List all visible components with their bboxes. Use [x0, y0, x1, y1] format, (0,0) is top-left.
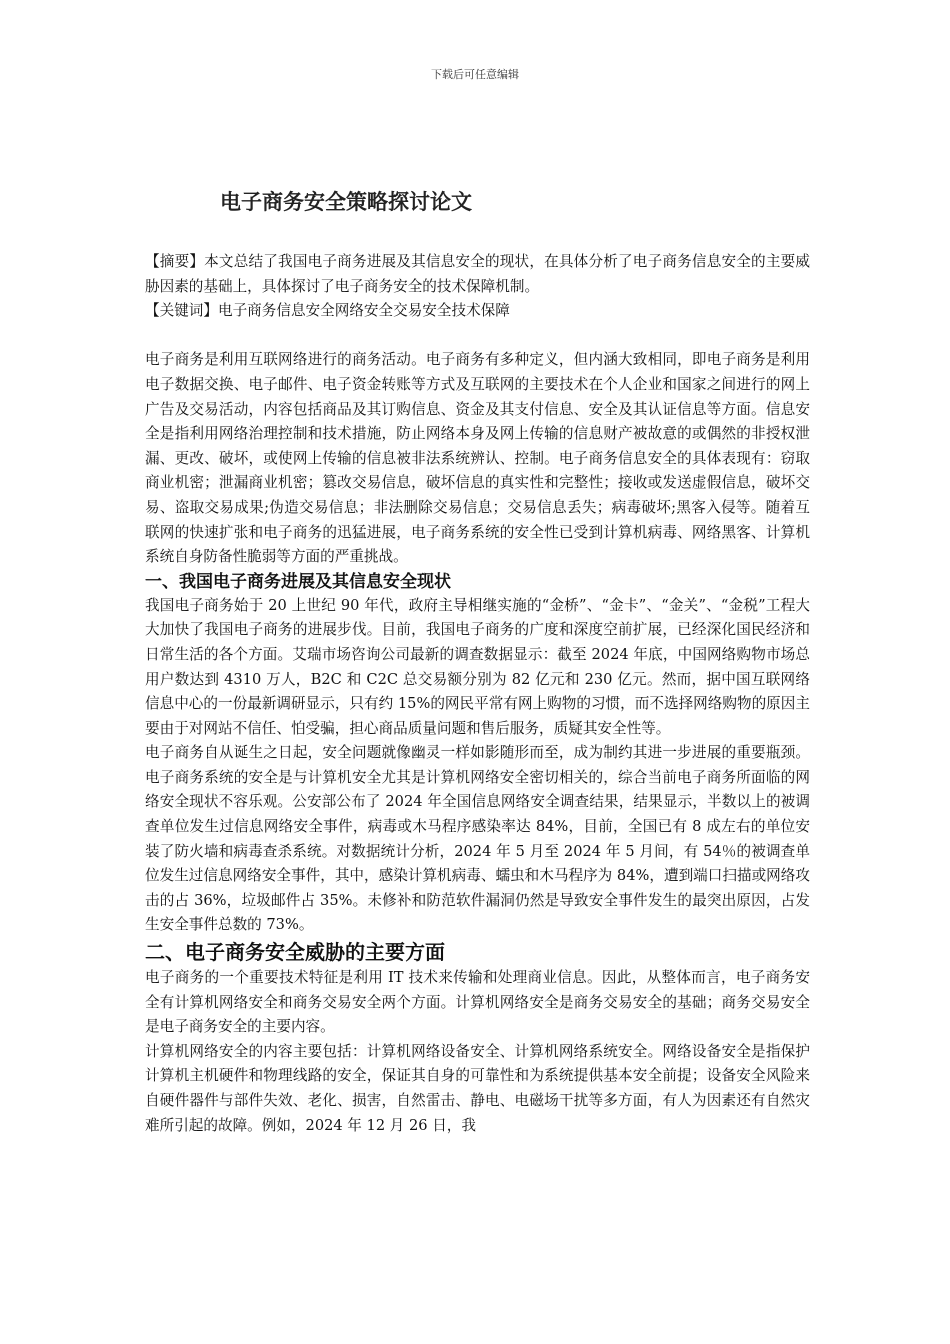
document-title: 电子商务安全策略探讨论文 [220, 190, 472, 214]
abstract-paragraph: 【摘要】本文总结了我国电子商务进展及其信息安全的现状，在具体分析了电子商务信息安全的主要威胁因素的基础上，具体探讨了电子商务安全的技术保障机制。 [145, 253, 810, 295]
intro-paragraph: 电子商务是利用互联网络进行的商务活动。电子商务有多种定义，但内涵大致相同，即电子商务是利用电子数据交换、电子邮件、电子资金转账等方式及互联网的主要技术在个人企业和国家之间进行的网上广告及交易活动，内容包括商品及其订购信息、资金及其支付信息、安全及其认证信息等方面。信息安全是指利用网络治理控制和技术措施，防止网络本身及网上传输的信息财产被故意的或偶然的非授权泄漏、更改、破坏，或使网上传输的信息被非法系统辨认、控制。电子商务信息安全的具体表现有：窃取商业机密；泄漏商业机密；篡改交易信息，破坏信息的真实性和完整性；接收或发送虚假信息，破坏交易、盗取交易成果;伪造交易信息；非法删除交易信息；交易信息丢失；病毒破坏;黑客入侵等。随着互联网的快速扩张和电子商务的迅猛进展，电子商务系统的安全性已受到计算机病毒、网络黑客、计算机系统自身防备性脆弱等方面的严重挑战。 [145, 351, 810, 566]
section-heading-2: 二、电子商务安全威胁的主要方面 [145, 940, 445, 965]
section-1-paragraph-2: 电子商务自从诞生之日起，安全问题就像幽灵一样如影随形而至，成为制约其进一步进展的重要瓶颈。电子商务系统的安全是与计算机安全尤其是计算机网络安全密切相关的，综合当前电子商务所面临的网络安全现状不容乐观。公安部公布了 2024 年全国信息网络安全调查结果，结果显示，半数以上的被调查单位发生过信息网络安全事件，病毒或木马程序感染率达 84%，目前，全国已有 8 成左右的单位安装了防火墙和病毒查杀系统。对数据统计分析，2024 年 5 月至 2024 年 5 月间，有 54％的被调查单位发生过信息网络安全事件，其中，感染计算机病毒、蠕虫和木马程序为 84%，遭到端口扫描或网络攻击的占 36%，垃圾邮件占 35%。未修补和防范软件漏洞仍然是导致安全事件发生的最突出原因，占发生安全事件总数的 73%。 [145, 744, 810, 934]
page-header: 下载后可任意编辑 [431, 68, 519, 81]
section-1-paragraph-1: 我国电子商务始于 20 上世纪 90 年代，政府主导相继实施的“金桥”、“金卡”、“金关”、“金税”工程大大加快了我国电子商务的进展步伐。目前，我国电子商务的广度和深度空前扩展，已经深化国民经济和日常生活的各个方面。艾瑞市场咨询公司最新的调查数据显示：截至 2024 年底，中国网络购物市场总用户数达到 4310 万人，B2C 和 C2C 总交易额分别为 82 亿元和 230 亿元。然而，据中国互联网络信息中心的一份最新调研显示，只有约 15%的网民平常有网上购物的习惯，而不选择网络购物的原因主要由于对网站不信任、怕受骗，担心商品质量问题和售后服务，质疑其安全性等。 [145, 596, 810, 737]
paragraph-spacer [145, 324, 810, 349]
keywords-paragraph: 【关键词】电子商务信息安全网络安全交易安全技术保障 [145, 302, 510, 320]
section-2-paragraph-1: 电子商务的一个重要技术特征是利用 IT 技术来传输和处理商业信息。因此，从整体而言，电子商务安全有计算机网络安全和商务交易安全两个方面。计算机网络安全是商务交易安全的基础；商务交易安全是电子商务安全的主要内容。 [145, 969, 810, 1036]
section-heading-1: 一、我国电子商务进展及其信息安全现状 [145, 571, 451, 592]
section-2-paragraph-2: 计算机网络安全的内容主要包括：计算机网络设备安全、计算机网络系统安全。网络设备安全是指保护计算机主机硬件和物理线路的安全，保证其自身的可靠性和为系统提供基本安全前提；设备安全风险来自硬件器件与部件失效、老化、损害，自然雷击、静电、电磁场干扰等多方面，有人为因素还有自然灾难所引起的故障。例如，2024 年 12 月 26 日，我 [145, 1042, 810, 1134]
document-body [145, 250, 810, 1138]
